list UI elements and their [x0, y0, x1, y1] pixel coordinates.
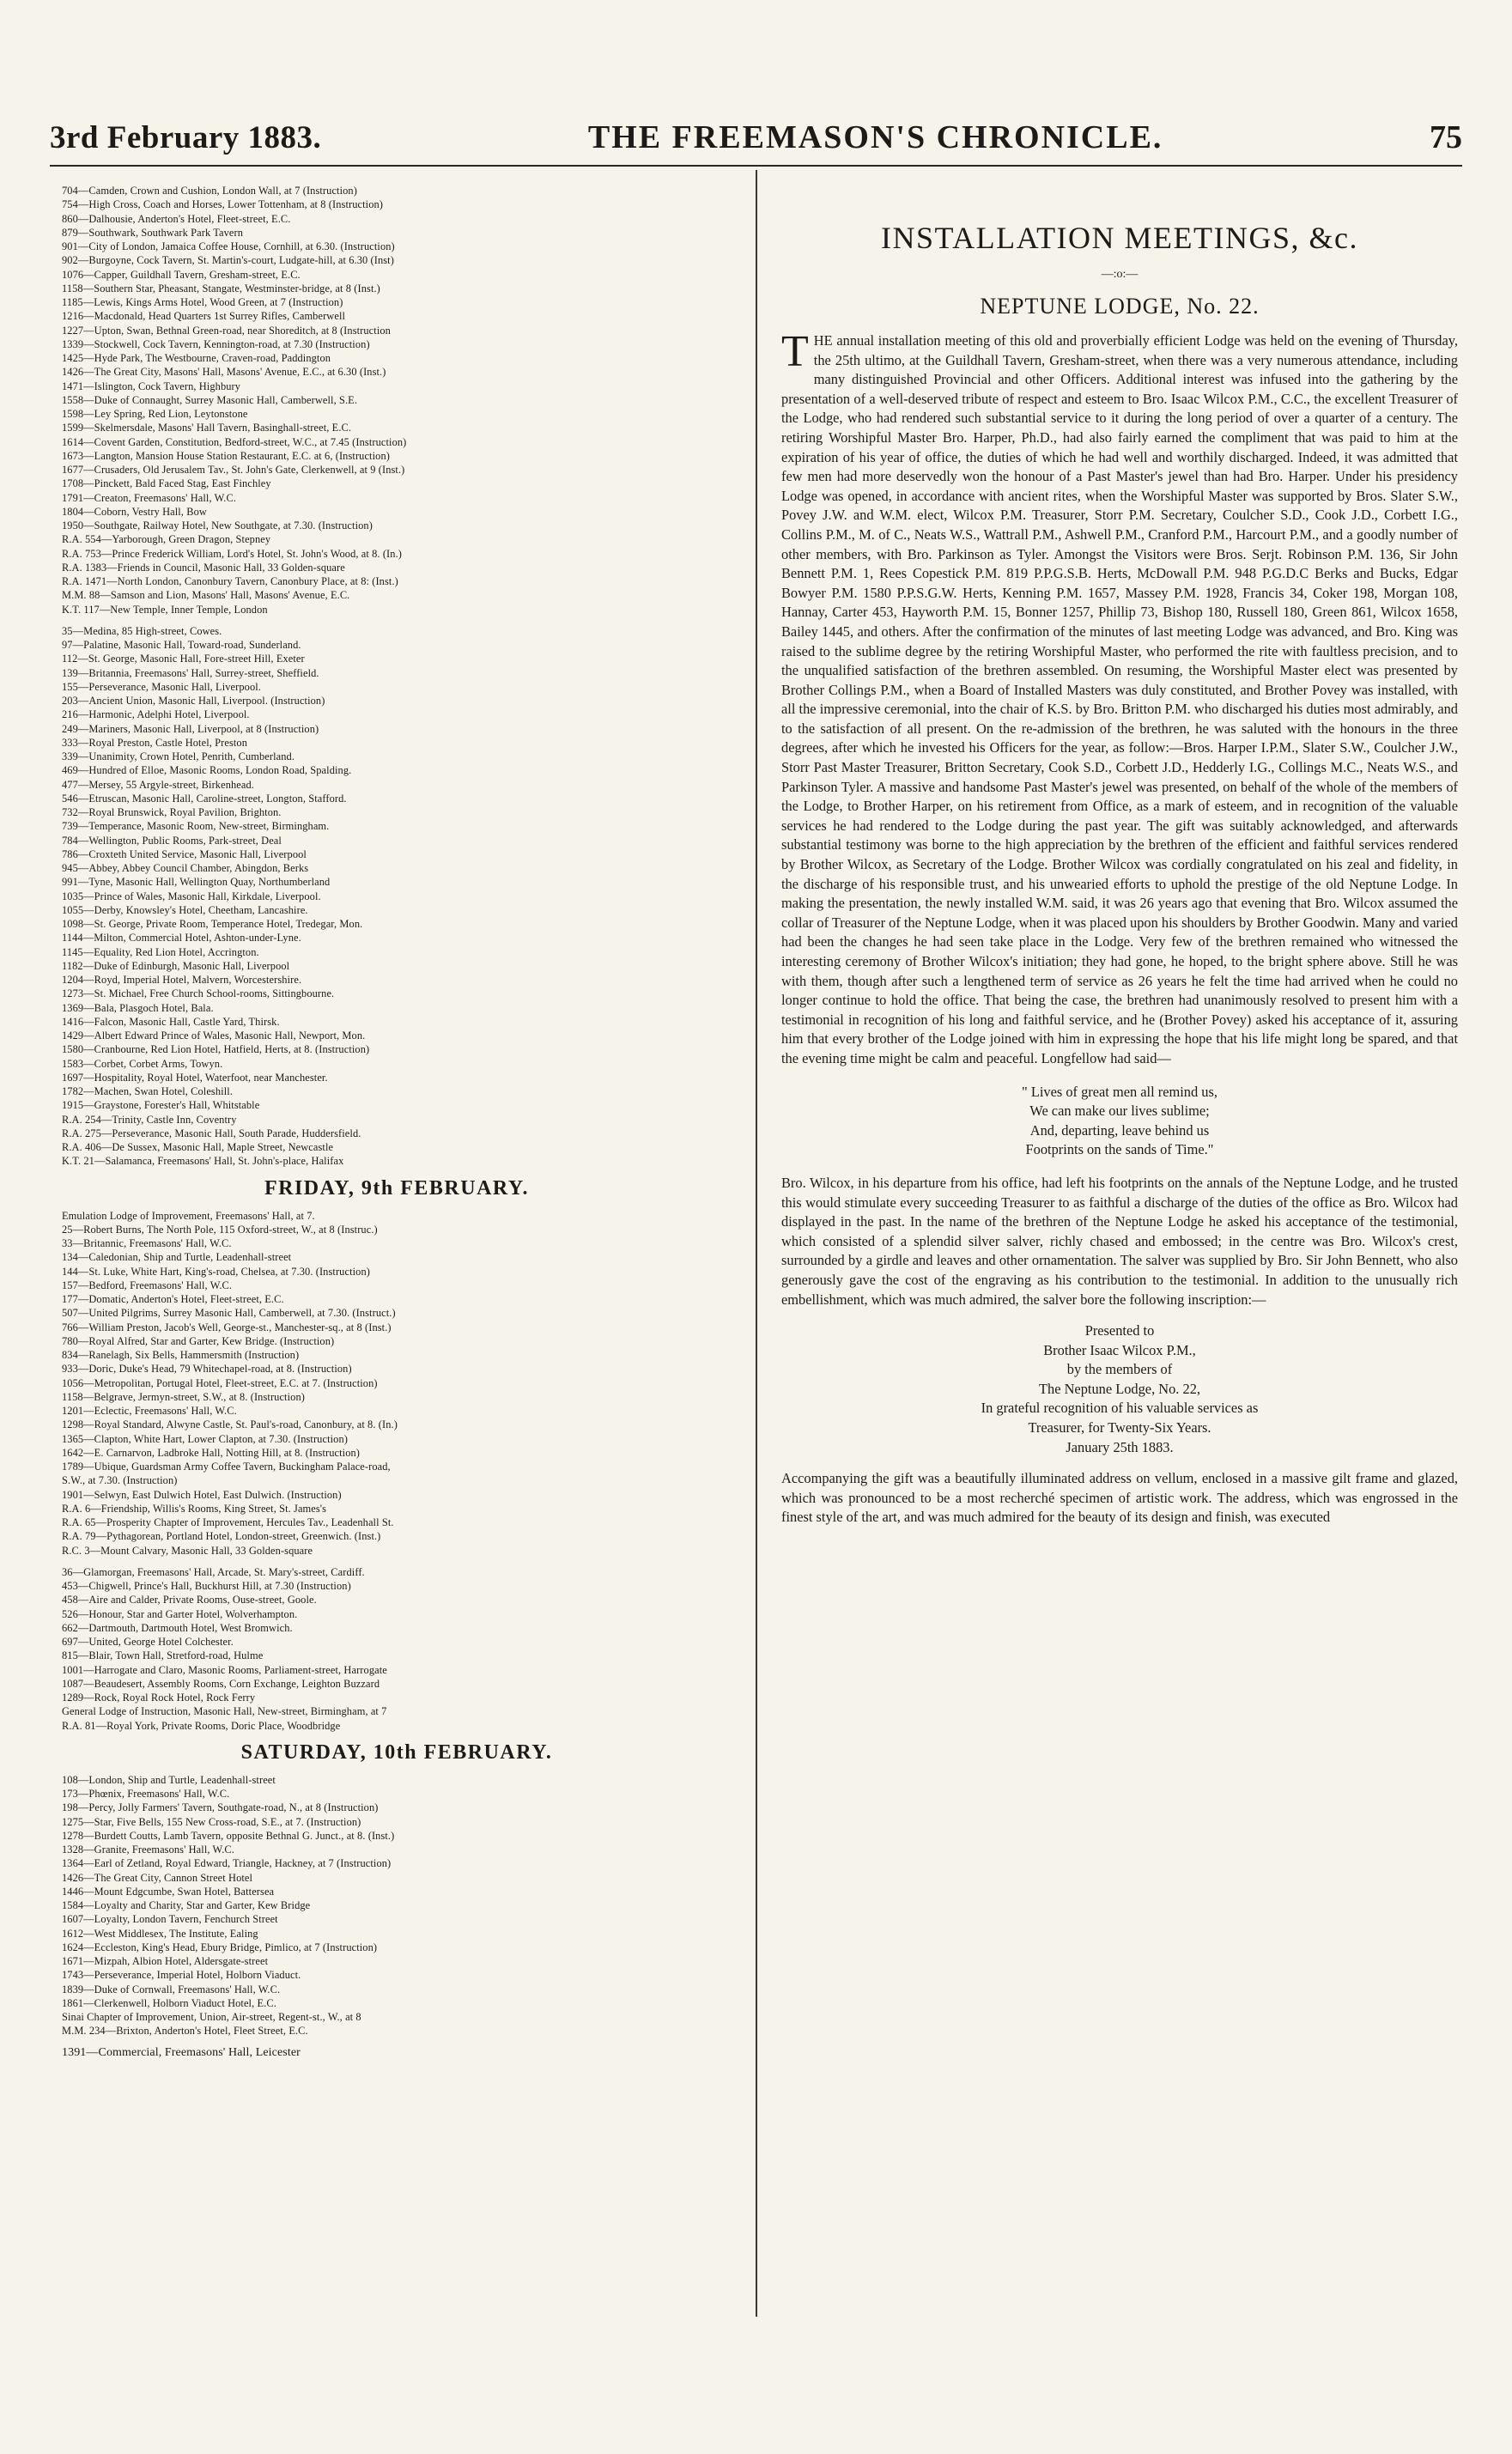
meeting-entry: 1076—Capper, Guildhall Tavern, Gresham-street, E.C.: [62, 268, 301, 281]
meeting-entry: 1185—Lewis, Kings Arms Hotel, Wood Green, at 7 (Instruction): [62, 296, 343, 308]
meeting-entry: 177—Domatic, Anderton's Hotel, Fleet-street, E.C.: [62, 1293, 284, 1305]
meeting-entry: R.A. 79—Pythagorean, Portland Hotel, London-street, Greenwich. (Inst.): [62, 1530, 381, 1543]
meeting-entry: We can make our lives sublime;: [1029, 1102, 1210, 1120]
meeting-entry: 1289—Rock, Royal Rock Hotel, Rock Ferry: [62, 1692, 256, 1704]
meeting-entry: R.A. 753—Prince Frederick William, Lord's Hotel, St. John's Wood, at 8. (In.): [62, 547, 402, 560]
meeting-entry: 1144—Milton, Commercial Hotel, Ashton-under-Lyne.: [62, 932, 301, 945]
meeting-entry: 1298—Royal Standard, Alwyne Castle, St. Paul's-road, Canonbury, at 8. (In.): [62, 1418, 398, 1431]
meeting-entry: 526—Honour, Star and Garter Hotel, Wolverhampton.: [62, 1607, 298, 1620]
meeting-entry: 546—Etruscan, Masonic Hall, Caroline-street, Longton, Stafford.: [62, 792, 347, 805]
meeting-entry: 815—Blair, Town Hall, Stretford-road, Hulme: [62, 1649, 264, 1662]
meetings-group-london-saturday: [62, 1773, 732, 2038]
meeting-entry: 139—Britannia, Freemasons' Hall, Surrey-street, Sheffield.: [62, 666, 319, 679]
meeting-entry: 945—Abbey, Abbey Council Chamber, Abingdon, Berks: [62, 862, 309, 874]
meeting-entry: 453—Chigwell, Prince's Hall, Buckhurst Hill, at 7.30 (Instruction): [62, 1580, 351, 1592]
meeting-entry: Brother Isaac Wilcox P.M.,: [1043, 1341, 1196, 1358]
meetings-group-london-thursday: [62, 184, 732, 617]
meeting-entry: 1204—Royd, Imperial Hotel, Malvern, Worcestershire.: [62, 974, 302, 986]
meeting-entry: 1612—West Middlesex, The Institute, Ealing: [62, 1927, 258, 1940]
meeting-entry: 198—Percy, Jolly Farmers' Tavern, Southgate-road, N., at 8 (Instruction): [62, 1801, 379, 1814]
meeting-entry: 901—City of London, Jamaica Coffee House, Cornhill, at 6.30. (Instruction): [62, 240, 395, 252]
meeting-entry: 477—Mersey, 55 Argyle-street, Birkenhead.: [62, 778, 254, 791]
meeting-entry: R.A. 6—Friendship, Willis's Rooms, King Street, St. James's: [62, 1502, 327, 1515]
meeting-entry: 1001—Harrogate and Claro, Masonic Rooms, Parliament-street, Harrogate: [62, 1663, 387, 1676]
meeting-entry: 860—Dalhousie, Anderton's Hotel, Fleet-street, E.C.: [62, 212, 291, 225]
meeting-entry: 112—St. George, Masonic Hall, Fore-street Hill, Exeter: [62, 653, 305, 665]
meeting-entry: 1446—Mount Edgcumbe, Swan Hotel, Battersea: [62, 1885, 275, 1898]
article-paragraph-1: [781, 327, 1458, 1069]
meeting-entry: 1278—Burdett Coutts, Lamb Tavern, opposite Bethnal G. Junct., at 8. (Inst.): [62, 1829, 395, 1842]
issue-date: 3rd February 1883.: [50, 120, 322, 155]
meeting-entry: 1861—Clerkenwell, Holborn Viaduct Hotel, E.C.: [62, 1996, 276, 2009]
meeting-entry: 766—William Preston, Jacob's Well, George-st., Manchester-sq., at 8 (Inst.): [62, 1321, 392, 1333]
meeting-entry: 784—Wellington, Public Rooms, Park-street, Deal: [62, 834, 282, 847]
meeting-entry: 1584—Loyalty and Charity, Star and Garter, Kew Bridge: [62, 1899, 311, 1911]
meeting-entry: 25—Robert Burns, The North Pole, 115 Oxford-street, W., at 8 (Instruc.): [62, 1223, 378, 1236]
meeting-entry: 216—Harmonic, Adelphi Hotel, Liverpool.: [62, 708, 250, 721]
meeting-entry: R.C. 3—Mount Calvary, Masonic Hall, 33 Golden-square: [62, 1544, 313, 1557]
meeting-entry: 249—Mariners, Masonic Hall, Liverpool, at 8 (Instruction): [62, 722, 319, 735]
meeting-entry: K.T. 21—Salamanca, Freemasons' Hall, St. John's-place, Halifax: [62, 1155, 344, 1168]
meeting-entry: 1098—St. George, Private Room, Temperance Hotel, Tredegar, Mon.: [62, 918, 363, 930]
meeting-entry: " Lives of great men all remind us,: [1022, 1083, 1217, 1100]
meeting-entry: 786—Croxteth United Service, Masonic Hall, Liverpool: [62, 847, 307, 860]
meeting-entry: 662—Dartmouth, Dartmouth Hotel, West Bromwich.: [62, 1621, 293, 1634]
meeting-entry: 173—Phœnix, Freemasons' Hall, W.C.: [62, 1788, 230, 1800]
meeting-entry: 732—Royal Brunswick, Royal Pavilion, Brighton.: [62, 806, 282, 818]
lodge-meetings-column: [62, 184, 732, 2416]
meeting-entry: 1804—Coborn, Vestry Hall, Bow: [62, 505, 207, 518]
friday-heading: FRIDAY, 9th FEBRUARY.: [264, 1176, 530, 1200]
meeting-entry: 1599—Skelmersdale, Masons' Hall Tavern, Basinghall-street, E.C.: [62, 422, 352, 434]
meeting-entry: 1416—Falcon, Masonic Hall, Castle Yard, Thirsk.: [62, 1015, 280, 1028]
meeting-entry: 991—Tyne, Masonic Hall, Wellington Quay, Northumberland: [62, 876, 331, 889]
meeting-entry: 780—Royal Alfred, Star and Garter, Kew Bridge. (Instruction): [62, 1334, 335, 1347]
page-number: 75: [1430, 119, 1462, 155]
meeting-entry: 754—High Cross, Coach and Horses, Lower Tottenham, at 8 (Instruction): [62, 198, 384, 211]
meeting-entry: R.A. 1383—Friends in Council, Masonic Hall, 33 Golden-square: [62, 561, 345, 574]
meeting-entry: R.A. 554—Yarborough, Green Dragon, Stepney: [62, 533, 271, 546]
meeting-entry: 469—Hundred of Elloe, Masonic Rooms, London Road, Spalding.: [62, 764, 352, 777]
newspaper-title: THE FREEMASON'S CHRONICLE.: [587, 119, 1163, 155]
masthead: [50, 118, 1462, 160]
meeting-entry: 36—Glamorgan, Freemasons' Hall, Arcade, St. Mary's-street, Cardiff.: [62, 1565, 365, 1578]
meeting-entry: 1915—Graystone, Forester's Hall, Whitstable: [62, 1099, 260, 1112]
meeting-entry: Sinai Chapter of Improvement, Union, Air-street, Regent-st., W., at 8: [62, 2011, 361, 2023]
meeting-entry-last: 1391—Commercial, Freemasons' Hall, Leicester: [62, 2045, 301, 2059]
meeting-entry: 1087—Beaudesert, Assembly Rooms, Corn Exchange, Leighton Buzzard: [62, 1677, 380, 1690]
meeting-entry: 1743—Perseverance, Imperial Hotel, Holborn Viaduct.: [62, 1969, 301, 1982]
meeting-entry: M.M. 234—Brixton, Anderton's Hotel, Fleet Street, E.C.: [62, 2025, 308, 2038]
meeting-entry: January 25th 1883.: [1066, 1438, 1174, 1455]
meeting-entry: 108—London, Ship and Turtle, Leadenhall-street: [62, 1773, 276, 1786]
meeting-entry: 1364—Earl of Zetland, Royal Edward, Triangle, Hackney, at 7 (Instruction): [62, 1857, 392, 1870]
meeting-entry: 1426—The Great City, Masons' Hall, Masons' Avenue, E.C., at 6.30 (Inst.): [62, 366, 386, 379]
meeting-entry: 704—Camden, Crown and Cushion, London Wall, at 7 (Instruction): [62, 185, 357, 197]
meeting-entry: 1201—Eclectic, Freemasons' Hall, W.C.: [62, 1405, 237, 1417]
meeting-entry: 879—Southwark, Southwark Park Tavern: [62, 226, 244, 239]
meeting-entry: In grateful recognition of his valuable services as: [981, 1400, 1259, 1417]
meeting-entry: 1950—Southgate, Railway Hotel, New Southgate, at 7.30. (Instruction): [62, 519, 373, 531]
meeting-entry: 203—Ancient Union, Masonic Hall, Liverpool. (Instruction): [62, 695, 325, 707]
section-separator: —:o:—: [1101, 268, 1139, 281]
meeting-entry: 1583—Corbet, Corbet Arms, Towyn.: [62, 1057, 223, 1070]
meeting-entry: S.W., at 7.30. (Instruction): [62, 1474, 178, 1487]
meeting-entry: 1426—The Great City, Cannon Street Hotel: [62, 1871, 253, 1884]
meeting-entry: 1614—Covent Garden, Constitution, Bedford-street, W.C., at 7.45 (Instruction): [62, 435, 407, 448]
meeting-entry: 1055—Derby, Knowsley's Hotel, Cheetham, Lancashire.: [62, 903, 308, 916]
meeting-entry: 834—Ranelagh, Six Bells, Hammersmith (Instruction): [62, 1349, 300, 1361]
meeting-entry: R.A. 254—Trinity, Castle Inn, Coventry: [62, 1113, 237, 1126]
meeting-entry: 1624—Eccleston, King's Head, Ebury Bridge, Pimlico, at 7 (Instruction): [62, 1941, 378, 1953]
meeting-entry: 458—Aire and Calder, Private Rooms, Ouse-street, Goole.: [62, 1594, 317, 1607]
meeting-entry: K.T. 117—New Temple, Inner Temple, London: [62, 603, 268, 616]
meeting-entry: 33—Britannic, Freemasons' Hall, W.C.: [62, 1237, 232, 1249]
meeting-entry: 157—Bedford, Freemasons' Hall, W.C.: [62, 1279, 233, 1291]
meeting-entry: 1671—Mizpah, Albion Hotel, Aldersgate-street: [62, 1955, 269, 1967]
meeting-entry: 1425—Hyde Park, The Westbourne, Craven-road, Paddington: [62, 352, 331, 364]
meeting-entry: Presented to: [1084, 1322, 1155, 1339]
meeting-entry: R.A. 65—Prosperity Chapter of Improvement, Hercules Tav., Leadenhall St.: [62, 1516, 394, 1528]
article-paragraph-3: Accompanying the gift was a beautifully illuminated address on vellum, enclosed in a massive gilt frame and glazed, which was pronounced to be a most recherché specimen of artistic work. The address, which was engrossed in the finest style of the art, and was much admired for the beauty of its design and finish, was executed: [781, 1470, 1458, 1526]
meeting-entry: 1677—Crusaders, Old Jerusalem Tav., St. John's Gate, Clerkenwell, at 9 (Inst.): [62, 464, 405, 476]
column-divider: [756, 170, 757, 2317]
meeting-entry: 1697—Hospitality, Royal Hotel, Waterfoot, near Manchester.: [62, 1071, 328, 1084]
meeting-entry: 1558—Duke of Connaught, Surrey Masonic Hall, Camberwell, S.E.: [62, 393, 358, 406]
meeting-entry: M.M. 88—Samson and Lion, Masons' Hall, Masons' Avenue, E.C.: [62, 589, 350, 602]
meeting-entry: 97—Palatine, Masonic Hall, Toward-road, Sunderland.: [62, 639, 301, 651]
meeting-entry: 1145—Equality, Red Lion Hotel, Accrington.: [62, 945, 259, 958]
meeting-entry: 1708—Pinckett, Bald Faced Stag, East Finchley: [62, 477, 271, 490]
saturday-heading: SATURDAY, 10th FEBRUARY.: [240, 1740, 553, 1764]
meeting-entry: 1673—Langton, Mansion House Station Restaurant, E.C. at 6, (Instruction): [62, 449, 390, 462]
meetings-group-london-friday: [62, 1209, 732, 1558]
meeting-entry: 1471—Islington, Cock Tavern, Highbury: [62, 380, 241, 392]
meeting-entry: 1158—Belgrave, Jermyn-street, S.W., at 8. (Instruction): [62, 1390, 305, 1403]
meeting-entry: 339—Unanimity, Crown Hotel, Penrith, Cumberland.: [62, 750, 295, 762]
meeting-entry: 1158—Southern Star, Pheasant, Stangate, Westminster-bridge, at 8 (Inst.): [62, 282, 380, 295]
meeting-entry: 1782—Machen, Swan Hotel, Coleshill.: [62, 1085, 233, 1097]
paragraph-1-text: HE annual installation meeting of this old and proverbially efficient Lodge was held on the evening of Thursday, the 25th ultimo, at the Guildhall Tavern, Gresham-street, when there was a very numerous attendance, including many distinguished Provincial and other Officers. Additional interest was infused into the gathering by the presentation of a well-deserved tribute of respect and esteem to Bro. Isaac Wilcox P.M., C.C., the excellent Treasurer of the Lodge, who had rendered such substantial service to it during the long period of over a quarter of a century. The retiring Worshipful Master Bro. Harper, Ph.D., had also fairly earned the compliment that was paid to him at the expiration of his year of office, the duties of which he had well and worthily discharged. Indeed, it was admitted that few men had more deservedly won the honour of a Past Master's jewel than had Bro. Harper. Under his presidency Lodge was opened, in accordance with ancient rites, when the Worshipful Master was supported by Bros. Slater S.W., Povey J.W. and W.M. elect, Wilcox P.M. Treasurer, Storr P.M. Secretary, Coulcher S.D., Cook J.D., Corbett I.G., Collins P.M., M. of C., Neats W.S., Wattrall P.M., Ashwell P.M., Cranford P.M., Harcourt P.M., and a goodly number of other members, with Bro. Parkinson as Tyler. Amongst the Visitors were Bros. Serjt. Robinson P.M. 136, Sir John Bennett P.M. 1, Rees Copestick P.M. 819 P.P.G.S.B. Herts, McDowall P.M. 948 P.G.D.C Berks and Bucks, Edgar Bowyer P.M. 1580 P.P.S.G.W. Herts, Kenning P.M. 1657, Massey P.M. 1928, Francis 34, Coker 198, Morgan 108, Hannay, Carter 453, Hayworth P.M. 15, Bonner 1257, Phillip 73, Bishop 180, Russell 180, Green 861, Wilcox 1658, Bailey 1445, and others. After the confirmation of the minutes of last meeting Lodge was advanced, and Bro. King was raised to the sublime degree by the retiring Worshipful Master, who performed the rite with faultless precision, and to the unqualified satisfaction of the brethren assembled. On resuming, the Worshipful Master elect was presented by Brother Collings P.M., when a Board of Installed Masters was duly constituted, and Brother Povey was installed, with all the impressive ceremonial, into the chair of K.S. by Bro. Britton P.M. who discharged his duties most admirably, and to the satisfaction of all present. On the re-admission of the brethren, he was saluted with the honours in the three degrees, after which he invested his Officers for the year, as follow:—Bros. Harper I.P.M., Slater S.W., Coulcher J.W., Storr Past Master Treasurer, Britton Secretary, Cook S.D., Corbett J.D., Hedderly I.G., Collings M.C., Neats W.S., and Parkinson Tyler. A massive and handsome Past Master's jewel was presented, on behalf of the whole of the members of the Lodge, to Brother Harper, on his retirement from Office, as a mark of esteem, and in recognition of the valuable services he had rendered to the Lodge during the past year. The gift was suitably acknowledged, and afterwards substantial testimony was borne to the high appreciation by the brethren of the efficient and faithful services rendered by Brother Wilcox, as Secretary of the Lodge. Brother Wilcox was cordially congratulated on his zeal and fidelity, in the discharge of his responsible trust, and his unwearied efforts to uphold the prestige of the old Neptune Lodge. In making the presentation, the newly installed W.M. said, it was 26 years ago that evening that Bro. Wilcox assumed the collar of Treasurer of the Neptune Lodge, when it was placed upon his shoulders by Brother Goodwin. Many and varied had been the changes he had seen take place in the Lodge. Very few of the brethren remained who witnessed the interesting ceremony of Brother Wilcox's initiation; they had gone, he hoped, to the bright sphere above. Still he was with them, though after such a lengthened term of service as 26 years he felt the time had arrived when he could no longer continue to hold the office. That being the case, the brethren had unanimously resolved to present him with a testimonial in recognition of his long and faithful service, and he (Brother Povey) asked his acceptance of it, assuring him that every brother of the Lodge joined with him in expressing the hope that his life might long be spared, and that the evening time might be calm and peaceful. Longfellow had said—: [781, 332, 1458, 1066]
meeting-entry: 1901—Selwyn, East Dulwich Hotel, East Dulwich. (Instruction): [62, 1488, 342, 1501]
meeting-entry: 507—United Pilgrims, Surrey Masonic Hall, Camberwell, at 7.30. (Instruct.): [62, 1307, 396, 1320]
meeting-entry: 1328—Granite, Freemasons' Hall, W.C.: [62, 1844, 234, 1856]
installation-meetings-column: [781, 184, 1458, 2416]
meeting-entry: Treasurer, for Twenty-Six Years.: [1028, 1419, 1211, 1437]
meeting-entry: 1839—Duke of Cornwall, Freemasons' Hall, W.C.: [62, 1983, 281, 1995]
meeting-entry: R.A. 1471—North London, Canonbury Tavern, Canonbury Place, at 8: (Inst.): [62, 575, 398, 587]
meeting-entry: 134—Caledonian, Ship and Turtle, Leadenhall-street: [62, 1251, 292, 1264]
meeting-entry: 1598—Ley Spring, Red Lion, Leytonstone: [62, 408, 248, 420]
meeting-entry: 1369—Bala, Plasgoch Hotel, Bala.: [62, 1001, 214, 1014]
meeting-entry: 1580—Cranbourne, Red Lion Hotel, Hatfield, Herts, at 8. (Instruction): [62, 1043, 370, 1056]
meeting-entry: Emulation Lodge of Improvement, Freemasons' Hall, at 7.: [62, 1209, 315, 1222]
meetings-group-provincial-friday: [62, 1565, 732, 1733]
article-body: [781, 327, 1458, 1528]
meeting-entry: The Neptune Lodge, No. 22,: [1039, 1380, 1200, 1397]
meeting-entry: And, departing, leave behind us: [1029, 1121, 1210, 1139]
meeting-entry: 933—Doric, Duke's Head, 79 Whitechapel-road, at 8. (Instruction): [62, 1363, 352, 1376]
meeting-entry: 1182—Duke of Edinburgh, Masonic Hall, Liverpool: [62, 959, 290, 972]
salver-inscription: [781, 1321, 1458, 1457]
meeting-entry: Footprints on the sands of Time.": [1025, 1141, 1214, 1158]
longfellow-verse: [781, 1083, 1458, 1160]
meeting-entry: 1607—Loyalty, London Tavern, Fenchurch Street: [62, 1913, 278, 1926]
meeting-entry: General Lodge of Instruction, Masonic Hall, New-street, Birmingham, at 7: [62, 1705, 387, 1718]
meeting-entry: 697—United, George Hotel Colchester.: [62, 1636, 234, 1648]
meeting-entry: 739—Temperance, Masonic Room, New-street, Birmingham.: [62, 820, 330, 833]
meeting-entry: by the members of: [1066, 1361, 1173, 1378]
meeting-entry: 1789—Ubique, Guardsman Army Coffee Tavern, Buckingham Palace-road,: [62, 1461, 391, 1473]
meeting-entry: R.A. 406—De Sussex, Masonic Hall, Maple Street, Newcastle: [62, 1141, 334, 1153]
meeting-entry: R.A. 275—Perseverance, Masonic Hall, South Parade, Huddersfield.: [62, 1127, 361, 1139]
meeting-entry: 1791—Creaton, Freemasons' Hall, W.C.: [62, 491, 237, 504]
masthead-rule: [50, 165, 1462, 167]
meeting-entry: 1056—Metropolitan, Portugal Hotel, Fleet-street, E.C. at 7. (Instruction): [62, 1376, 378, 1389]
meeting-entry: 1035—Prince of Wales, Masonic Hall, Kirkdale, Liverpool.: [62, 890, 321, 902]
meeting-entry: 1429—Albert Edward Prince of Wales, Masonic Hall, Newport, Mon.: [62, 1030, 366, 1042]
meetings-group-provincial-thursday: [62, 624, 732, 1169]
article-paragraph-2: Bro. Wilcox, in his departure from his office, had left his footprints on the annals of the Neptune Lodge, and he trusted this would stimulate every succeeding Treasurer to as faithful a discharge of the duties of the office as Bro. Wilcox had displayed in the past. In the name of the brethren of the Neptune Lodge he asked his acceptance of the testimonial, which consisted of a splendid silver salver, richly chased and embossed; in the centre was Bro. Wilcox's crest, surrounded by a girdle and leaves and other ornamentation. The salver was supplied by Bro. Sir John Bennett, who also generously gave the cost of the engraving as his contribution to the testimonial. In addition to the unusually rich embellishment, which was much admired, the salver bore the following inscription:—: [781, 1174, 1458, 1308]
meeting-entry: 902—Burgoyne, Cock Tavern, St. Martin's-court, Ludgate-hill, at 6.30 (Inst): [62, 254, 394, 267]
meeting-entry: 155—Perseverance, Masonic Hall, Liverpool.: [62, 680, 261, 693]
lodge-heading: NEPTUNE LODGE, No. 22.: [980, 294, 1260, 319]
meeting-entry: 1642—E. Carnarvon, Ladbroke Hall, Notting Hill, at 8. (Instruction): [62, 1446, 361, 1459]
meeting-entry: 1227—Upton, Swan, Bethnal Green-road, near Shoreditch, at 8 (Instruction: [62, 324, 391, 337]
drop-cap: T: [781, 327, 809, 376]
meeting-entry: 1273—St. Michael, Free Church School-rooms, Sittingbourne.: [62, 987, 335, 1000]
meeting-entry: R.A. 81—Royal York, Private Rooms, Doric Place, Woodbridge: [62, 1719, 341, 1732]
meeting-entry: 1216—Macdonald, Head Quarters 1st Surrey Rifles, Camberwell: [62, 310, 346, 323]
meeting-entry: 1275—Star, Five Bells, 155 New Cross-road, S.E., at 7. (Instruction): [62, 1815, 361, 1828]
meeting-entry: 144—St. Luke, White Hart, King's-road, Chelsea, at 7.30. (Instruction): [62, 1265, 370, 1278]
meeting-entry: 333—Royal Preston, Castle Hotel, Preston: [62, 736, 248, 749]
section-title: INSTALLATION MEETINGS, &c.: [880, 221, 1359, 255]
meeting-entry: 1365—Clapton, White Hart, Lower Clapton, at 7.30. (Instruction): [62, 1432, 348, 1445]
meeting-entry: 35—Medina, 85 High-street, Cowes.: [62, 624, 222, 637]
meeting-entry: 1339—Stockwell, Cock Tavern, Kennington-road, at 7.30 (Instruction): [62, 337, 370, 350]
